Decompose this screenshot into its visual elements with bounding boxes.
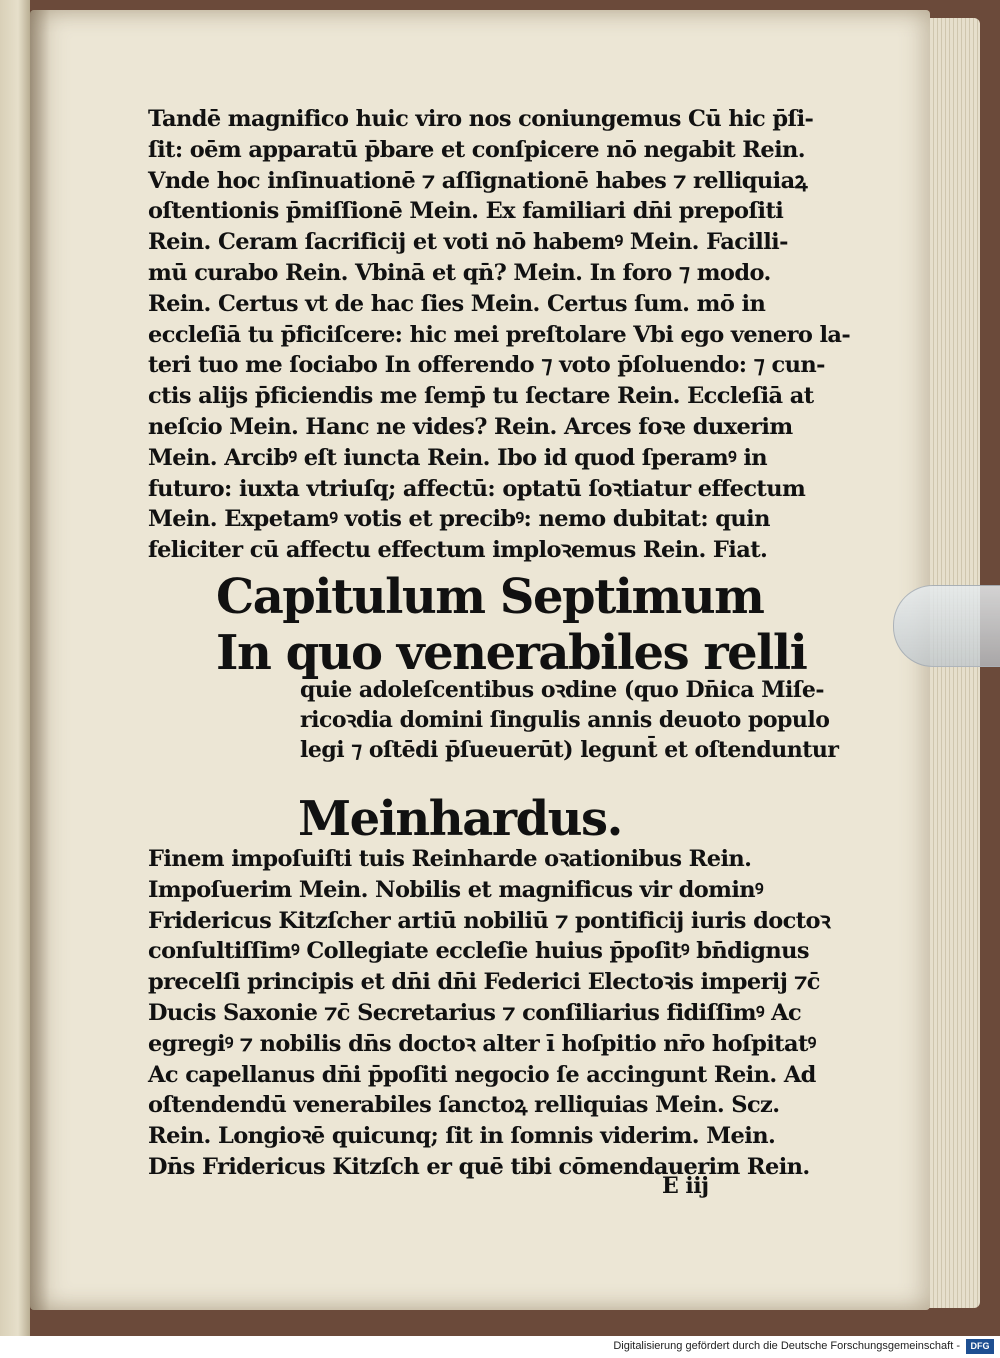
page-clip	[893, 585, 1000, 667]
body-line: Tandē magnifico huic viro nos coniungemus Cū hic p̄ſi‑	[148, 106, 814, 132]
body-line: Vnde hoc inſinuationē ⁊ aſſignationē habes ⁊ relliquiaꝝ	[148, 167, 808, 194]
body-line: feliciter cū affectu effectum imploꝛemus Rein. Fiat.	[148, 537, 768, 564]
dialogue-line: Finem impoſuiſti tuis Reinharde oꝛationibus Rein.	[148, 846, 752, 872]
chapter-line: ricoꝛdia domini ſingulis annis deuoto populo	[300, 707, 830, 733]
body-line: Rein. Ceram ſacrificij et voti nō habemꝰ Mein. Facilli‑	[148, 229, 788, 256]
gutter-shadow	[30, 10, 50, 1310]
dialogue-line: precelſi principis et dn̄i dn̄i Federici Electoꝛis imperij ⁊c̄	[148, 969, 820, 996]
footer-bar	[0, 1336, 1000, 1358]
signature-mark: E iij	[662, 1173, 709, 1199]
body-line: futuro: iuxta vtriuſq; affectū: optatū ſoꝛtiatur effectum	[148, 475, 806, 502]
chapter-line: legi ⁊ oſtēdi p̄ſueuerūt) legunt̄ et oſtenduntur	[300, 737, 839, 763]
chapter-subtitle: In quo venerabiles relli	[216, 625, 807, 681]
body-line: oſtentionis p̄miſſionē Mein. Ex familiari dn̄i prepoſiti	[148, 198, 784, 225]
dialogue-line: Ac capellanus dn̄i p̄poſiti negocio ſe accingunt Rein. Ad	[148, 1061, 816, 1088]
dialogue-line: Ducis Saxonie ⁊c̄ Secretarius ⁊ conſiliarius fidiſſimꝰ Ac	[148, 999, 802, 1026]
dialogue-line: conſultiſſimꝰ Collegiate eccleſie huius p̄poſitꝰ bn̄dignus	[148, 938, 809, 965]
body-line: ſit: oēm apparatū p̄bare et conſpicere nō negabit Rein.	[148, 136, 806, 163]
facing-page-edge	[0, 0, 30, 1336]
body-line: neſcio Mein. Hanc ne vides? Rein. Arces foꝛe duxerim	[148, 413, 793, 440]
body-line: teri tuo me ſociabo In offerendo ⁊ voto p̄ſoluendo: ⁊ cun‑	[148, 352, 825, 379]
dialogue-line: oſtendendū venerabiles ſanctoꝝ relliquias Mein. Scz.	[148, 1092, 780, 1119]
dialogue-line: Impoſuerim Mein. Nobilis et magnificus vir dominꝰ	[148, 876, 764, 903]
body-line: Rein. Certus vt de hac ſies Mein. Certus ſum. mō in	[148, 290, 766, 317]
funding-notice: Digitalisierung gefördert durch die Deutsche Forschungsgemeinschaft -	[613, 1340, 960, 1352]
chapter-line: quie adoleſcentibus oꝛdine (quo Dn̄ica Miſe‑	[300, 677, 825, 703]
body-line: ctis alijs p̄ficiendis me ſemp̄ tu ſectare Rein. Eccleſiā at	[148, 383, 814, 410]
dfg-logo: DFG	[966, 1339, 994, 1354]
body-line: Mein. Expetamꝰ votis et precibꝰ: nemo dubitat: quin	[148, 506, 770, 533]
body-line: Mein. Arcibꝰ eſt iuncta Rein. Ibo id quod ſperamꝰ in	[148, 444, 768, 471]
dialogue-text	[148, 844, 831, 1183]
dialogue-line: Dn̄s Fridericus Kitzſch er quē tibi cōmendauerim Rein.	[148, 1153, 810, 1180]
body-line: eccleſiā tu p̄ficiſcere: hic mei preſtolare Vbi ego venero la‑	[148, 321, 851, 348]
speaker-heading: Meinhardus.	[298, 791, 622, 847]
body-text	[148, 104, 851, 566]
chapter-title: Capitulum Septimum	[216, 569, 764, 625]
dialogue-line: egregiꝰ ⁊ nobilis dn̄s doctoꝛ alter ī hoſpitio nr̄o hoſpitatꝰ	[148, 1030, 816, 1057]
dialogue-line: Rein. Longioꝛē quicunq; ſit in ſomnis viderim. Mein.	[148, 1123, 776, 1150]
dialogue-line: Fridericus Kitzſcher artiū nobiliū ⁊ pontificij iuris doctoꝛ	[148, 907, 831, 934]
body-line: mū curabo Rein. Vbinā et qn̄? Mein. In foro ⁊ modo.	[148, 259, 771, 286]
